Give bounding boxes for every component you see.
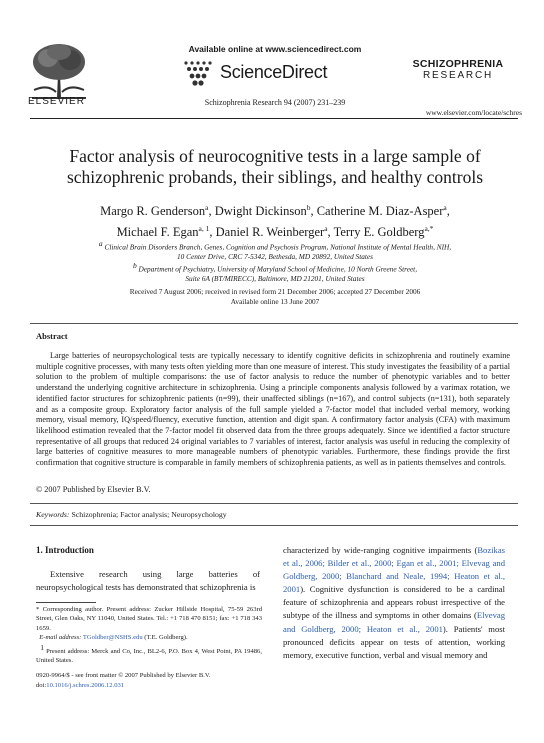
author-sup: b bbox=[306, 203, 311, 212]
affiliation-b bbox=[60, 261, 490, 284]
affiliation-line: Clinical Brain Disorders Branch, Genes, Cognition and Psychosis Program, National Institute of Mental Health, NIH, bbox=[104, 242, 452, 252]
author-sup: a bbox=[205, 203, 209, 212]
article-title: Factor analysis of neurocognitive tests in a large sample of schizophrenic probands, their siblings, and healthy controls bbox=[66, 146, 484, 187]
author-sup: a,* bbox=[424, 224, 434, 234]
author: Margo R. Genderson bbox=[100, 204, 206, 219]
intro-right-column bbox=[283, 544, 505, 662]
journal-name-line2: RESEARCH bbox=[423, 70, 493, 81]
intro-paragraph: Extensive research using large batteries of neuropsychological tests has demonstrated that schizophrenia is bbox=[36, 569, 260, 592]
abstract-top-divider bbox=[30, 323, 518, 324]
journal-reference: Schizophrenia Research 94 (2007) 231–239 bbox=[204, 98, 346, 107]
online-line: Available online 13 June 2007 bbox=[230, 297, 320, 306]
available-online-line: Available online at www.sciencedirect.com bbox=[188, 44, 362, 54]
footnote-text: Present address: Merck and Co, Inc., BL2-6, P.O. Box 4, West Point, PA 19486, United States. bbox=[36, 648, 262, 665]
abstract-copyright: © 2007 Published by Elsevier B.V. bbox=[36, 485, 151, 494]
author-list: Margo R. Genderson$^a$, Dwight Dickinson$^b$, Catherine M. Diaz-Asper$^a$, Michael F. Egan$^{a, 1}$, Daniel R. Weinberger$^a$, Terry E. Goldberg$^{a,*}$ bbox=[100, 203, 450, 240]
affiliation-line: Suite 6A (BT/MIRECC), Baltimore, MD 21201, United States bbox=[185, 274, 365, 284]
received-line: Received 7 August 2006; received in revised form 21 December 2006; accepted 27 December 2006 bbox=[129, 287, 421, 296]
sciencedirect-brand bbox=[180, 57, 327, 87]
affiliation-line: 10 Center Drive, CRC 7-5342, Bethesda, MD 20892, United States bbox=[177, 252, 373, 262]
author: Daniel R. Weinberger bbox=[215, 225, 325, 240]
affiliation-line: Department of Psychiatry, University of Maryland School of Medicine, 10 North Greene Street, bbox=[138, 264, 418, 274]
header-divider bbox=[30, 118, 518, 119]
author: Michael F. Egan bbox=[116, 225, 199, 240]
sciencedirect-wordmark: ScienceDirect bbox=[220, 61, 328, 82]
article-dates bbox=[40, 287, 510, 307]
affiliation-sup: a bbox=[98, 239, 103, 248]
author: Dwight Dickinson bbox=[214, 204, 307, 219]
author: Catherine M. Diaz-Asper bbox=[316, 204, 444, 219]
abstract-heading: Abstract bbox=[36, 331, 68, 341]
issn-block bbox=[36, 671, 266, 690]
keywords-line bbox=[36, 510, 227, 519]
body-text: ). Cognitive dysfunction is considered to be a cardinal feature of schizophrenia and appears robust irrespective of the subtype of the illness and symptoms in other domains ( bbox=[283, 584, 505, 621]
section-heading: 1. Introduction bbox=[36, 545, 94, 555]
keywords-top-divider bbox=[30, 503, 518, 504]
keywords-value: Schizophrenia; Factor analysis; Neuropsychology bbox=[71, 510, 227, 519]
keywords-label: Keywords: bbox=[36, 510, 70, 519]
footnote-1 bbox=[36, 643, 262, 666]
citation-link[interactable]: Elvevag and Goldberg, 2000; Heaton et al., 2001 bbox=[283, 610, 505, 634]
abstract-paragraph: Large batteries of neuropsychological tests are typically necessary to identify cognitive deficits in schizophrenia and routinely examine multiple cognitive processes, with many tests often yielding more than one measure of interest. This study investigates the feasibility of a partial solution to the problem of multiple comparisons: the use of factor analysis to reduce the number of phenotypic variables and to better understand the underlying cognitive architecture in schizophrenia. Using a principle components analysis followed by a varimax rotation, we identified factor structures for schizophrenic patients (n=99), their unaffected siblings (n=167), and control subjects (n=131), both separately and as a composite group. Exploratory factor analysis of the full sample yielded a 7-factor model that included verbal memory, working memory, visual memory, IQ/speed/fluency, executive function, attention and digit span. A confirmatory factor analysis (CFA) with maximum likelihood estimation revealed that the 7-factor model fit observed data from the three groups adequately. Since we identified a factor structure representative of all groups that reduced 24 original variables to 7 variables of interest, factor analysis was useful in reducing the complexity of large batteries of cognitive measures to more manageable numbers of phenotypic variables. Furthermore, these findings provide the first confirmation that cognitive structure is comparable in family members of schizophrenia patients, as well as in patients themselves and controls. bbox=[36, 351, 510, 468]
journal-url[interactable]: www.elsevier.com/locate/schres bbox=[425, 108, 522, 117]
email-tail: (T.E. Goldberg). bbox=[144, 633, 188, 641]
body-text: characterized by wide-ranging cognitive impairments ( bbox=[283, 545, 478, 555]
publisher-name: ELSEVIER bbox=[28, 96, 85, 107]
author-sup: a, 1 bbox=[198, 224, 210, 234]
intro-left-column bbox=[36, 568, 260, 594]
email-label: E-mail address: bbox=[39, 633, 82, 641]
author-sup: a bbox=[324, 224, 328, 234]
elsevier-tree-icon bbox=[28, 40, 90, 100]
sciencedirect-dots-icon bbox=[180, 57, 216, 87]
body-text: ). Patients' most pronounced deficits appear on tests of attention, working memory, executive function, verbal and visual memory and bbox=[283, 623, 505, 660]
email-link[interactable]: TGoldber@NSHS.edu bbox=[82, 633, 143, 641]
author-sup: a bbox=[443, 203, 447, 212]
keywords-bottom-divider bbox=[30, 525, 518, 526]
footnote-text: * Corresponding author. Present address: Zucker Hillside Hospital, 75-59 263rd Street, Glen Oaks, NY 11040, United States. Tel.: +1 718 470 8151; fax: +1 718 343 1659. bbox=[36, 606, 262, 632]
footnote-divider bbox=[36, 602, 96, 603]
citation-link[interactable]: Bozikas et al., 2006; Bilder et al., 2000; Egan et al., 2001; Elvevag and Goldberg, 2000; Blanchard and Neale, 1994; Heaton et al., 2001 bbox=[283, 545, 505, 595]
author: Terry E. Goldberg bbox=[333, 225, 425, 240]
journal-logo bbox=[398, 58, 518, 81]
footnote-corresponding bbox=[36, 605, 262, 642]
doi-label: doi: bbox=[36, 681, 47, 689]
affiliation-a bbox=[60, 239, 490, 262]
issn-line: 0920-9964/$ - see front matter © 2007 Published by Elsevier B.V. bbox=[36, 672, 211, 679]
affiliation-sup: b bbox=[132, 261, 137, 270]
doi-link[interactable]: 10.1016/j.schres.2006.12.031 bbox=[46, 681, 125, 689]
abstract-body bbox=[36, 351, 510, 469]
footnote-sup: 1 bbox=[40, 643, 44, 652]
journal-name-line1: SCHIZOPHRENIA bbox=[412, 58, 504, 70]
